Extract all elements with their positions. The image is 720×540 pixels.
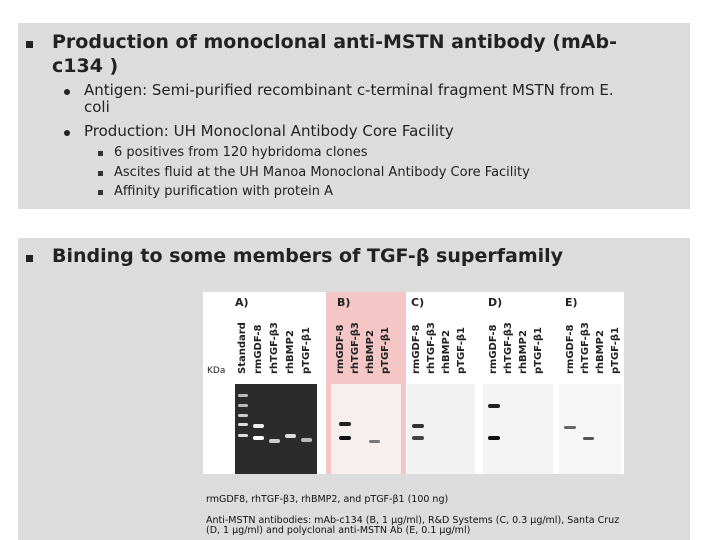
lane-label: pTGF-β1 (610, 327, 621, 374)
protein-band (488, 436, 500, 440)
bullet-square-icon (98, 151, 103, 156)
antigen-text-line1: Antigen: Semi-purified recombinant c-terminal fragment MSTN from E. (84, 81, 614, 99)
panel-label-a: A) (235, 296, 249, 309)
antigen-text-line2: coli (84, 98, 110, 116)
protein-band (369, 440, 380, 443)
production-heading-line2: c134 ) (52, 55, 119, 77)
panel-label-c: C) (411, 296, 425, 309)
figure-caption-samples: rmGDF8, rhTGF-β3, rhBMP2, and pTGF-β1 (100 ng) (206, 494, 449, 505)
protein-band (488, 404, 500, 408)
lane-label: rhTGF-β3 (503, 322, 514, 374)
bullet-square-icon (98, 171, 103, 176)
figure-caption-antibodies-line1: Anti-MSTN antibodies: mAb-c134 (B, 1 μg/ml), R&D Systems (C, 0.3 μg/ml), Santa Cruz (206, 515, 620, 526)
lane-label: rhBMP2 (441, 330, 452, 374)
lane-label: rhBMP2 (365, 330, 376, 374)
subitem-ascites: Ascites fluid at the UH Manoa Monoclonal Antibody Core Facility (114, 165, 530, 180)
blot-panel-a (235, 384, 317, 474)
blot-panel-b (331, 384, 401, 474)
lane-label: rhTGF-β3 (350, 322, 361, 374)
figure-caption-antibodies-line2: (D, 1 μg/ml) and polyclonal anti-MSTN Ab (E, 0.1 μg/ml) (206, 525, 471, 536)
lane-label: Standard (237, 322, 248, 374)
ladder-band (238, 423, 248, 426)
lane-label: rhBMP2 (518, 330, 529, 374)
blot-panel-c (407, 384, 475, 474)
lane-label: rmGDF-8 (565, 324, 576, 374)
protein-band (253, 424, 264, 428)
kda-axis-label: KDa (207, 366, 226, 376)
lane-label: rhTGF-β3 (426, 322, 437, 374)
lane-label: rhTGF-β3 (580, 322, 591, 374)
lane-label: rhBMP2 (285, 330, 296, 374)
lane-label: rmGDF-8 (488, 324, 499, 374)
western-blot-figure (203, 292, 624, 474)
panel-label-d: D) (488, 296, 503, 309)
bullet-square-icon (26, 41, 33, 48)
lane-label: rmGDF-8 (411, 324, 422, 374)
protein-band (253, 436, 264, 440)
bullet-dot-icon (64, 89, 70, 95)
ladder-band (238, 404, 248, 407)
subitem-positives: 6 positives from 120 hybridoma clones (114, 145, 368, 160)
protein-band (301, 438, 312, 442)
ladder-band (238, 394, 248, 397)
protein-band (583, 437, 594, 440)
blot-panel-e (559, 384, 621, 474)
bullet-square-icon (26, 255, 33, 262)
production-heading-line1: Production of monoclonal anti-MSTN antibody (mAb- (52, 31, 617, 53)
lane-label: rmGDF-8 (335, 324, 346, 374)
panel-label-e: E) (565, 296, 578, 309)
ladder-band (238, 414, 248, 417)
subitem-affinity: Affinity purification with protein A (114, 184, 333, 199)
bullet-square-icon (98, 190, 103, 195)
lane-label: pTGF-β1 (456, 327, 467, 374)
lane-label: rmGDF-8 (253, 324, 264, 374)
lane-label: rhBMP2 (595, 330, 606, 374)
binding-heading: Binding to some members of TGF-β superfamily (52, 245, 564, 267)
production-facility-text: Production: UH Monoclonal Antibody Core Facility (84, 122, 454, 140)
lane-label: pTGF-β1 (533, 327, 544, 374)
blot-panel-d (483, 384, 553, 474)
ladder-band (238, 434, 248, 437)
lane-label: pTGF-β1 (301, 327, 312, 374)
bullet-dot-icon (64, 130, 70, 136)
protein-band (339, 422, 351, 426)
protein-band (564, 426, 576, 429)
protein-band (412, 424, 424, 428)
panel-label-b: B) (337, 296, 351, 309)
lane-label: rhTGF-β3 (269, 322, 280, 374)
protein-band (412, 436, 424, 440)
protein-band (339, 436, 351, 440)
protein-band (269, 439, 280, 443)
protein-band (285, 434, 296, 438)
lane-label: pTGF-β1 (380, 327, 391, 374)
